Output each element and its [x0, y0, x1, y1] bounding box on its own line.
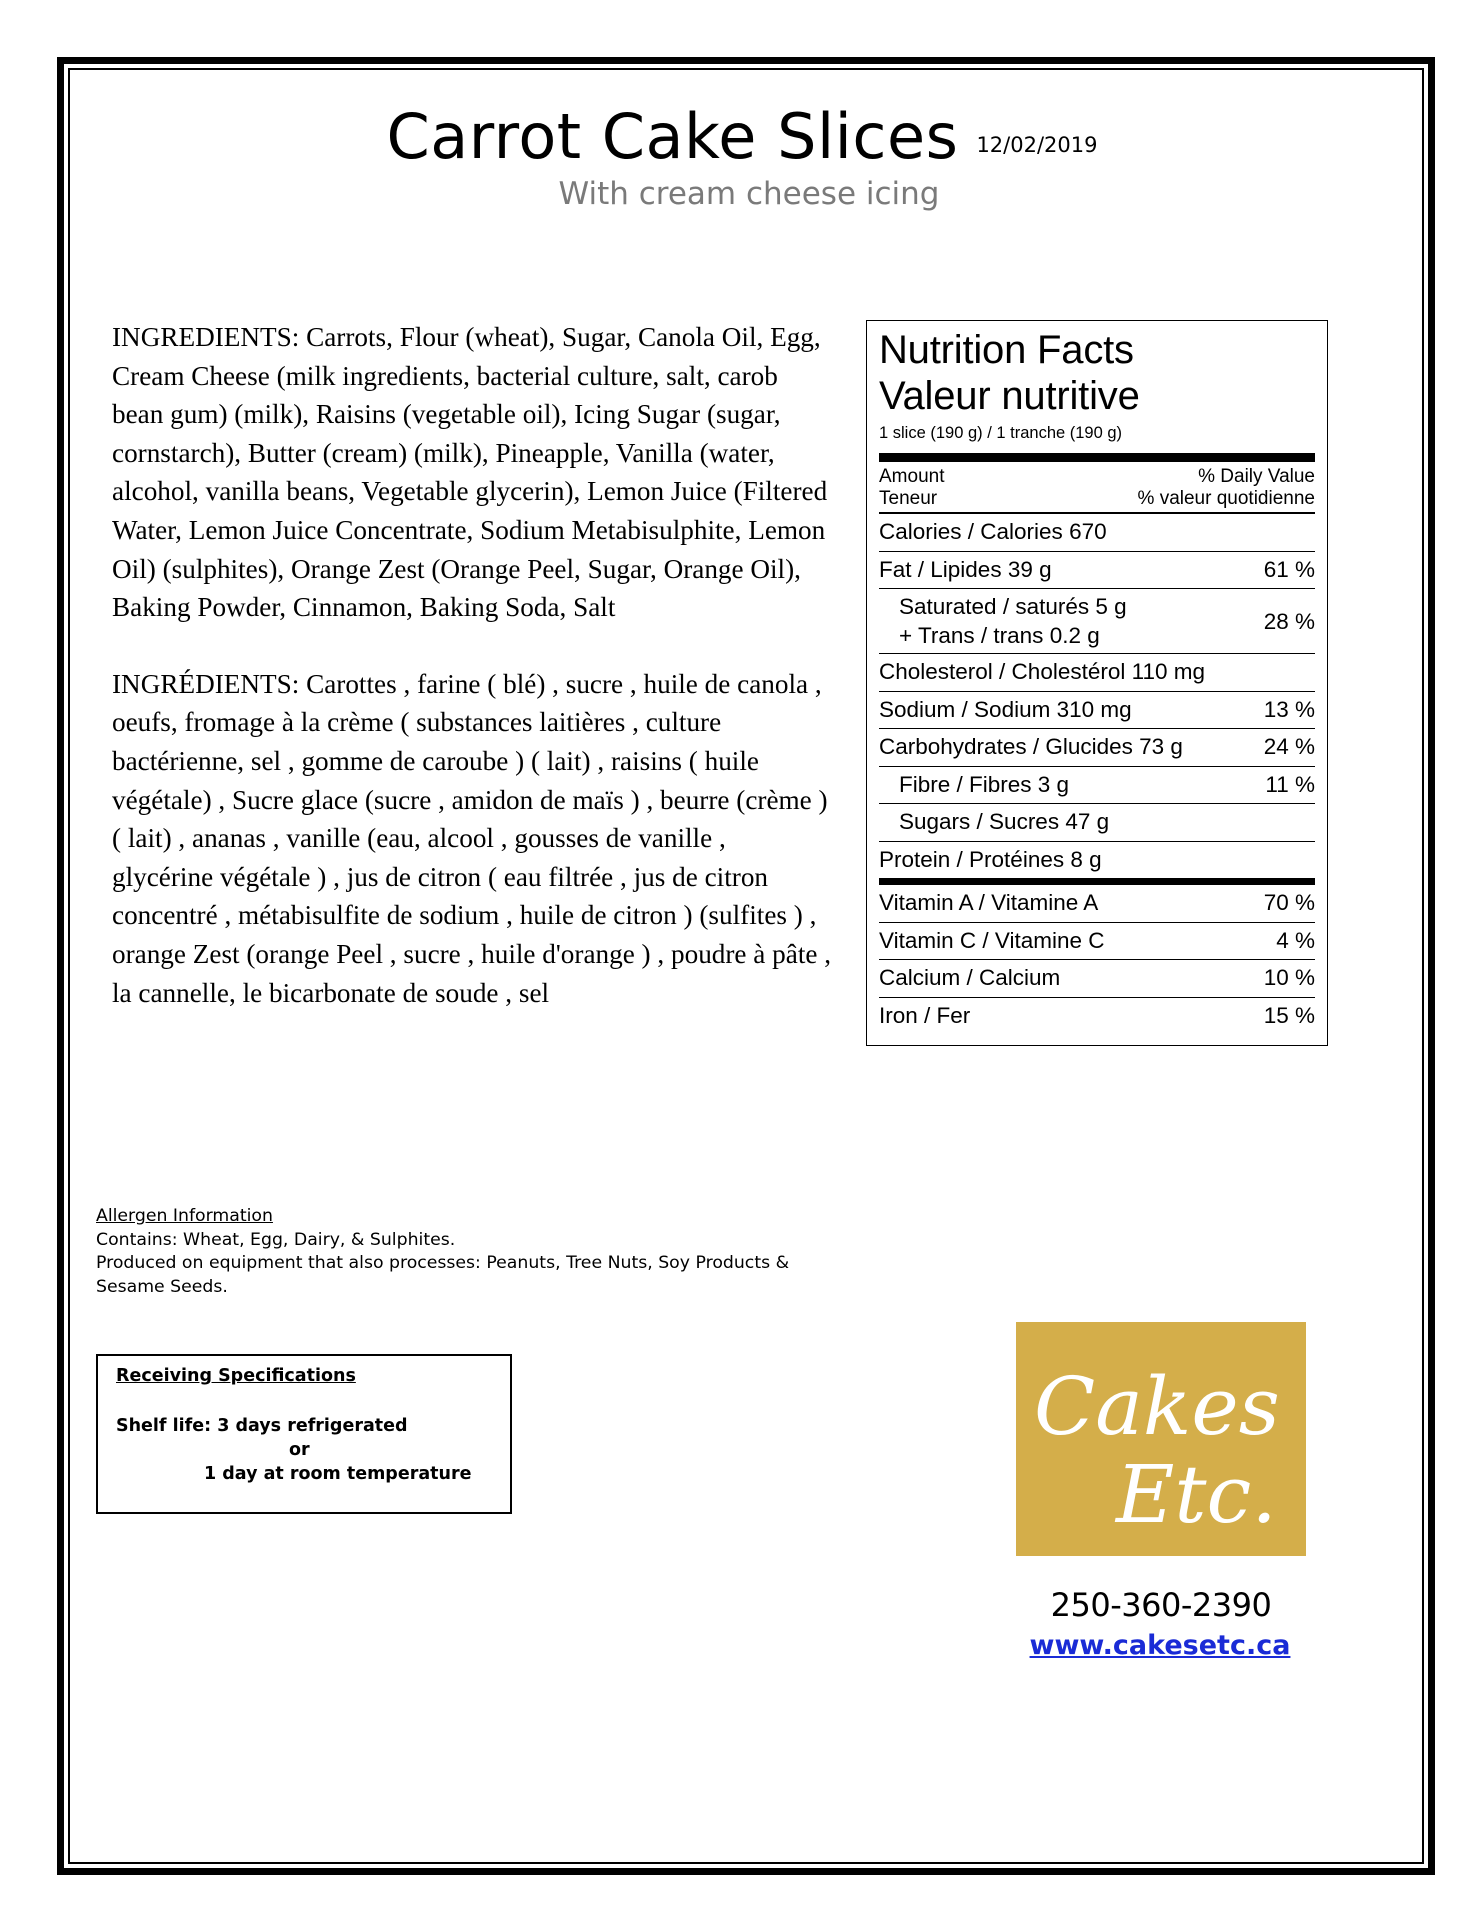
- nutrition-facts-table: [866, 320, 1328, 1046]
- logo-script-text: [1016, 1322, 1306, 1556]
- logo-line-1: Cakes: [1034, 1360, 1280, 1453]
- shelf-life-refrigerated: Shelf life: 3 days refrigerated: [116, 1416, 408, 1436]
- cakes-etc-logo: [1016, 1322, 1306, 1556]
- nutrient-row-sugars: [879, 803, 1315, 841]
- label-date: 12/02/2019: [976, 133, 1098, 157]
- nutrient-label: Calcium / Calcium: [879, 965, 1061, 991]
- allergen-produced-line-2: Sesame Seeds.: [96, 1276, 228, 1297]
- nutrient-dv: 28 %: [1263, 608, 1315, 634]
- nutrient-dv: 4 %: [1276, 927, 1315, 953]
- nutrient-label: Fibre / Fibres 3 g: [899, 771, 1070, 797]
- nutrient-dv: 70 %: [1263, 890, 1315, 916]
- nutrient-row-fibre: [879, 766, 1315, 804]
- nutrient-label: Iron / Fer: [879, 1002, 971, 1028]
- nutrient-row-vitamin-a: [879, 885, 1315, 922]
- allergen-information: [96, 1205, 856, 1299]
- nutrient-dv: 11 %: [1265, 771, 1315, 797]
- phone-number: 250-360-2390: [1050, 1586, 1272, 1624]
- nutrient-row-iron: [879, 997, 1315, 1035]
- amount-label-fr: Teneur: [879, 488, 938, 509]
- receiving-specifications-box: [96, 1354, 512, 1514]
- nutrient-dv: 13 %: [1263, 696, 1315, 722]
- nutrient-label: Cholesterol / Cholestérol 110 mg: [879, 659, 1205, 685]
- ingredients-french: INGRÉDIENTS: Carottes , farine ( blé) , sucre , huile de canola , oeufs, fromage à la crème ( substances laitières , culture bactérienne, sel , gomme de caroube ) ( lait) , raisins ( huile végétale) , Sucre glace (sucre , amidon de maïs ) , beurre (crème ) ( lait) , ananas , vanille (eau, alcool , gousses de vanille , glycérine végétale ) , jus de citron ( eau filtrée , jus de citron concentré , métabisulfite de sodium , huile de citron ) (sulfites ) , orange Zest (orange Peel , sucre , huile d'orange ) , poudre à pâte , la cannelle, le bicarbonate de soude , sel: [112, 668, 832, 1008]
- nutrient-label-group: [879, 592, 1127, 650]
- nutrient-row-carbohydrates: [879, 728, 1315, 766]
- nutrient-label: Vitamin A / Vitamine A: [879, 890, 1099, 916]
- nutrient-dv: 10 %: [1263, 965, 1315, 991]
- logo-line-2: Etc.: [1116, 1448, 1277, 1541]
- product-subtitle: With cream cheese icing: [558, 176, 940, 212]
- allergen-contains: Contains: Wheat, Egg, Dairy, & Sulphites.: [96, 1229, 456, 1250]
- amount-label-en: Amount: [879, 466, 945, 487]
- serving-size: 1 slice (190 g) / 1 tranche (190 g): [879, 424, 1123, 442]
- receiving-heading: Receiving Specifications: [116, 1366, 356, 1386]
- daily-value-label-en: % Daily Value: [1198, 466, 1315, 487]
- nutrition-divider-thick: [879, 453, 1315, 462]
- allergen-heading: Allergen Information: [96, 1206, 273, 1226]
- nutrient-dv: 61 %: [1263, 556, 1315, 582]
- nutrition-title-en: Nutrition Facts: [879, 328, 1134, 372]
- nutrient-label: Calories / Calories 670: [879, 519, 1107, 545]
- website-link[interactable]: www.cakesetc.ca: [1029, 1630, 1291, 1661]
- allergen-produced-line-1: Produced on equipment that also processes: Peanuts, Tree Nuts, Soy Products &: [96, 1253, 790, 1273]
- nutrient-row-calcium: [879, 959, 1315, 997]
- nutrition-column-headers: [879, 462, 1315, 512]
- nutrient-label: Sugars / Sucres 47 g: [899, 809, 1110, 835]
- ingredients-english: INGREDIENTS: Carrots, Flour (wheat), Sugar, Canola Oil, Egg, Cream Cheese (milk ingredients, bacterial culture, salt, carob bean gum) (milk), Raisins (vegetable oil), Icing Sugar (sugar, cornstarch), Butter (cream) (milk), Pineapple, Vanilla (water, alcohol, vanilla beans, Vegetable glycerin), Lemon Juice (Filtered Water, Lemon Juice Concentrate, Sodium Metabisulphite, Lemon Oil) (sulphites), Orange Zest (Orange Peel, Sugar, Orange Oil), Baking Powder, Cinnamon, Baking Soda, Salt: [112, 322, 828, 623]
- nutrient-dv: 24 %: [1263, 734, 1315, 760]
- nutrient-row-cholesterol: [879, 653, 1315, 691]
- nutrient-row-sodium: [879, 691, 1315, 729]
- nutrient-label: Saturated / saturés 5 g: [899, 594, 1127, 619]
- daily-value-label-fr: % valeur quotidienne: [1137, 488, 1315, 509]
- nutrient-label: Carbohydrates / Glucides 73 g: [879, 734, 1183, 760]
- nutrient-row-calories: [879, 512, 1315, 551]
- nutrient-row-protein: [879, 841, 1315, 886]
- nutrient-label: Protein / Protéines 8 g: [879, 846, 1102, 872]
- nutrient-label: + Trans / trans 0.2 g: [899, 623, 1100, 648]
- nutrient-row-saturated-trans: [879, 588, 1315, 653]
- shelf-life-room-temperature: 1 day at room temperature: [204, 1464, 472, 1484]
- nutrient-dv: 15 %: [1263, 1002, 1315, 1028]
- nutrient-label: Fat / Lipides 39 g: [879, 556, 1052, 582]
- nutrition-title-fr: Valeur nutritive: [879, 374, 1140, 418]
- nutrient-row-fat: [879, 551, 1315, 589]
- nutrient-label: Sodium / Sodium 310 mg: [879, 696, 1132, 722]
- shelf-life-or: or: [289, 1440, 310, 1460]
- ingredients-block: [112, 318, 832, 1050]
- nutrient-label: Vitamin C / Vitamine C: [879, 927, 1105, 953]
- product-title: Carrot Cake Slices: [386, 100, 959, 173]
- nutrient-row-vitamin-c: [879, 922, 1315, 960]
- title-row: [0, 100, 1484, 173]
